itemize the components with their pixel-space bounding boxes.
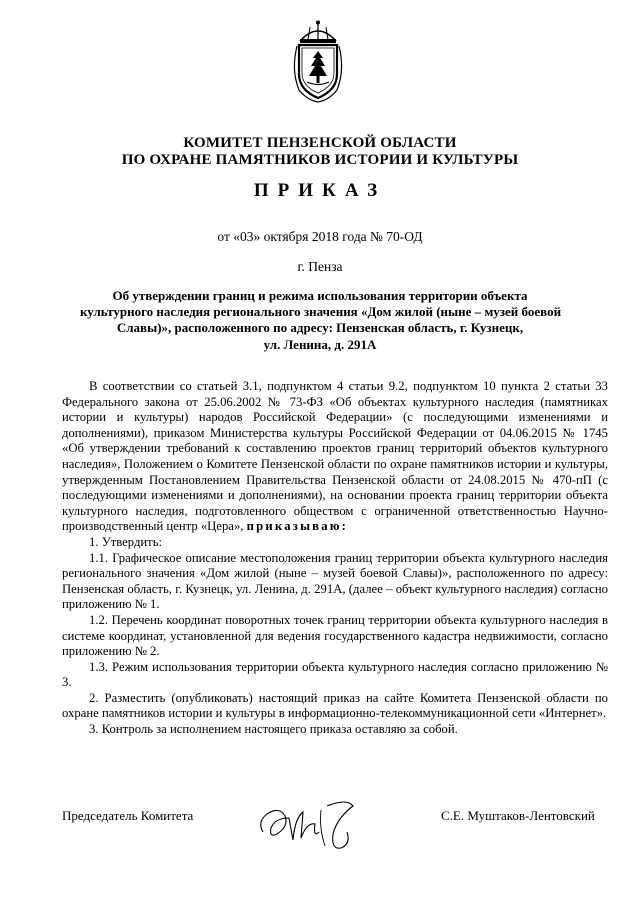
item-1: 1. Утвердить: [89, 534, 163, 549]
signature-mark [255, 788, 365, 858]
preamble-paragraph [62, 379, 608, 535]
subject-line: Славы)», расположенного по адресу: Пензенская область, г. Кузнецк, [116, 320, 524, 336]
signer-position: Председатель Комитета [62, 808, 194, 823]
document-date-number: от «03» октября 2018 года № 70-ОД [217, 229, 423, 244]
item-1-3: 1.3. Режим использования территории объекта культурного наследия согласно приложению № 3. [62, 659, 608, 690]
item-1-2: 1.2. Перечень координат поворотных точек границ территории объекта культурного наследия в системе координат, установленной для ведения государственного кадастра недвижимости, согласно приложению № 2. [62, 612, 608, 659]
subject-line: Об утверждении границ и режима использования территории объекта [112, 288, 528, 303]
document-body [62, 379, 608, 738]
preamble-text: В соответствии со статьей 3.1, подпунктом 4 статьи 9.2, подпунктом 10 пункта 2 статьи 33 Федерального закона от 25.06.2002 № 73-ФЗ «Об объектах культурного наследия (памятниках истории и культуры) народов Российской Федерации» (с последующими изменениями и дополнениями), приказом Министерства культуры Российской Федерации от 04.06.2015 № 1745 «Об утверждении требований к составлению проектов границ территорий объектов культурного наследия», Положением о Комитете Пензенской области по охране памятников истории и культуры, утвержденным Постановлением Правительства Пензенской области от 24.08.2015 № 470-пП (с последующими изменениями и дополнениями), на основании проекта границ территории объекта культурного наследия, подготовленного обществом с ограниченной ответственностью Научно-производственный центр «Цера», [62, 379, 608, 534]
org-title-line-2: ПО ОХРАНЕ ПАМЯТНИКОВ ИСТОРИИ И КУЛЬТУРЫ [121, 152, 519, 168]
item-1-1: 1.1. Графическое описание местоположения границ территории объекта культурного наследия регионального значения «Дом жилой (ныне – музей боевой Славы)», расположенного по адресу: Пензенская область, г. Кузнецк, ул. Ленина, д. 291А, (далее – объект культурного наследия) согласно приложению № 1. [62, 550, 608, 612]
document-type-title: ПРИКАЗ [253, 180, 387, 201]
order-keyword: приказываю: [246, 519, 349, 534]
item-3: 3. Контроль за исполнением настоящего приказа оставляю за собой. [89, 722, 458, 737]
item-2: 2. Разместить (опубликовать) настоящий приказ на сайте Комитета Пензенской области по охране памятников истории и культуры в информационно-телекоммуникационной сети «Интернет». [62, 690, 608, 721]
coat-of-arms-icon [287, 20, 349, 104]
document-subject [80, 288, 560, 353]
subject-line: ул. Ленина, д. 291А [263, 336, 377, 352]
document-city: г. Пенза [297, 259, 343, 274]
signer-name: С.Е. Муштаков-Лентовский [441, 808, 595, 823]
subject-line: культурного наследия регионального значения «Дом жилой (ныне – музей боевой [80, 304, 562, 320]
org-title-line-1: КОМИТЕТ ПЕНЗЕНСКОЙ ОБЛАСТИ [183, 135, 457, 151]
